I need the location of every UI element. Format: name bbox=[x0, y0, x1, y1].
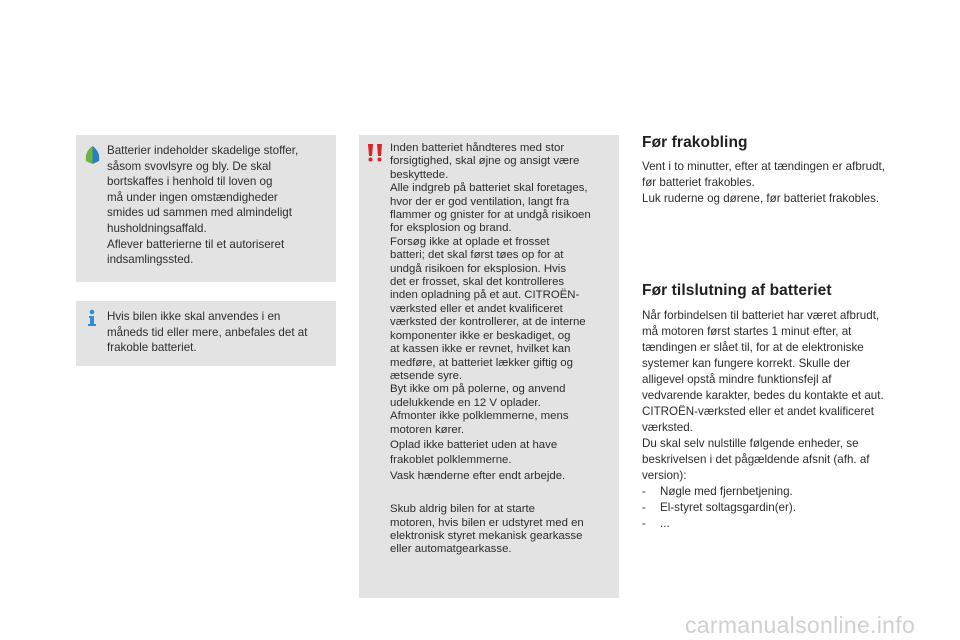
warning-line: Inden batteriet håndteres med stor bbox=[390, 142, 565, 154]
warning-line: værksted eller et andet kvalificeret bbox=[390, 302, 563, 315]
warning-tail-line: elektronisk styret mekanisk gearkasse bbox=[390, 529, 583, 542]
eco-line: Batterier indeholder skadelige stoffer, bbox=[107, 144, 299, 157]
list-item bbox=[642, 500, 912, 516]
warning-box bbox=[359, 135, 619, 598]
section-line: beskrivelsen i det pågældende afsnit (afh. af bbox=[642, 453, 870, 466]
warning-line: beskyttede. bbox=[390, 168, 449, 181]
eco-line: Aflever batterierne til et autoriseret bbox=[107, 237, 285, 251]
watermark: carmanualsonline.info bbox=[685, 612, 916, 638]
section-line: systemer kan fungere korrekt. Skulle der bbox=[642, 357, 851, 370]
warning-line: for eksplosion og brand. bbox=[390, 222, 512, 235]
section-title: Før frakobling bbox=[642, 134, 748, 151]
info-line: Hvis bilen ikke skal anvendes i en bbox=[107, 310, 281, 323]
warning-tail-line: Skub aldrig bilen for at starte bbox=[390, 503, 535, 516]
warning-line: frakoblet polklemmerne. bbox=[390, 454, 512, 467]
section-line: Vent i to minutter, efter at tændingen er afbrudt, bbox=[642, 160, 885, 173]
info-line: måneds tid eller mere, anbefales det at bbox=[107, 325, 308, 339]
section-line: vedvarende karakter, bedes du kontakte et aut. bbox=[642, 389, 884, 402]
warning-line: værksted der kontrollerer, at de interne bbox=[390, 316, 586, 329]
section-line: CITROËN-værksted eller et andet kvalificeret bbox=[642, 405, 874, 418]
leaf-icon bbox=[84, 145, 101, 170]
section-line: værksted. bbox=[642, 421, 693, 434]
warning-line: inden opladning på et aut. CITROËN- bbox=[390, 289, 580, 302]
eco-line: smides ud sammen med almindeligt bbox=[107, 206, 292, 220]
list-dash: - bbox=[642, 485, 646, 498]
warning-line: Forsøg ikke at oplade et frosset bbox=[390, 235, 550, 248]
section-line: version): bbox=[642, 469, 687, 482]
warning-line: Alle indgreb på batteriet skal foretages, bbox=[390, 182, 588, 195]
list-item-text: El-styret soltagsgardin(er). bbox=[660, 501, 796, 514]
warning-line: Afmonter ikke polklemmerne, mens bbox=[390, 410, 569, 423]
warning-tail-line: eller automatgearkasse. bbox=[390, 543, 512, 556]
section-line: Når forbindelsen til batteriet har været afbrudt, bbox=[642, 309, 880, 322]
warning-line: medføre, at batteriet lækker giftig og bbox=[390, 356, 573, 369]
warning-line: forsigtighed, skal øjne og ansigt være bbox=[390, 155, 580, 168]
eco-line: husholdningsaffald. bbox=[107, 221, 207, 235]
section-title: Før tilslutning af batteriet bbox=[642, 282, 832, 299]
section-before-disconnect bbox=[642, 134, 912, 207]
warning-line: at kassen ikke er revnet, hvilket kan bbox=[390, 343, 571, 356]
warning-line: hvor der er god ventilation, langt fra bbox=[390, 195, 570, 208]
warning-line: ætsende syre. bbox=[390, 369, 463, 382]
section-line: må motoren først startes 1 minut efter, at bbox=[642, 325, 852, 338]
list-item bbox=[642, 484, 912, 500]
list-item-text: ... bbox=[660, 517, 670, 530]
eco-line: må under ingen omstændigheder bbox=[107, 190, 278, 204]
section-line: tændingen er slået til, for at de elektroniske bbox=[642, 341, 864, 354]
section-line: Luk ruderne og dørene, før batteriet frakobles. bbox=[642, 192, 880, 205]
warning-line: det er frosset, skal det kontrolleres bbox=[390, 276, 565, 289]
exclamation-icon bbox=[365, 143, 385, 168]
warning-line: Byt ikke om på polerne, og anvend bbox=[390, 383, 566, 396]
section-line: Du skal selv nulstille følgende enheder, se bbox=[642, 437, 859, 450]
warning-line: motoren kører. bbox=[390, 423, 465, 436]
eco-note-box bbox=[76, 135, 336, 282]
warning-line: batteri; det skal først tøes op for at bbox=[390, 249, 564, 262]
warning-line: undgå risikoen for eksplosion. Hvis bbox=[390, 262, 567, 275]
list-item-text: Nøgle med fjernbetjening. bbox=[660, 485, 793, 498]
warning-line: komponenter ikke er beskadiget, og bbox=[390, 329, 571, 342]
section-before-reconnect bbox=[642, 282, 912, 532]
warning-line: Oplad ikke batteriet uden at have bbox=[390, 438, 558, 451]
warning-line: udelukkende en 12 V oplader. bbox=[390, 396, 541, 409]
info-line: frakoble batteriet. bbox=[107, 341, 197, 355]
eco-line: såsom svovlsyre og bly. De skal bbox=[107, 159, 272, 173]
eco-line: indsamlingssted. bbox=[107, 253, 194, 267]
info-note-box bbox=[76, 301, 336, 366]
list-dash: - bbox=[642, 501, 646, 514]
info-icon bbox=[84, 309, 100, 332]
list-item bbox=[642, 516, 912, 532]
warning-tail-line: motoren, hvis bilen er udstyret med en bbox=[390, 516, 584, 529]
list-dash: - bbox=[642, 517, 646, 530]
eco-line: bortskaffes i henhold til loven og bbox=[107, 175, 273, 189]
section-line: før batteriet frakobles. bbox=[642, 176, 755, 189]
section-line: alligevel opstå mindre funktionsfejl af bbox=[642, 373, 832, 386]
warning-line: flammer og gnister for at undgå risikoen bbox=[390, 209, 591, 222]
warning-line: Vask hænderne efter endt arbejde. bbox=[390, 469, 566, 482]
